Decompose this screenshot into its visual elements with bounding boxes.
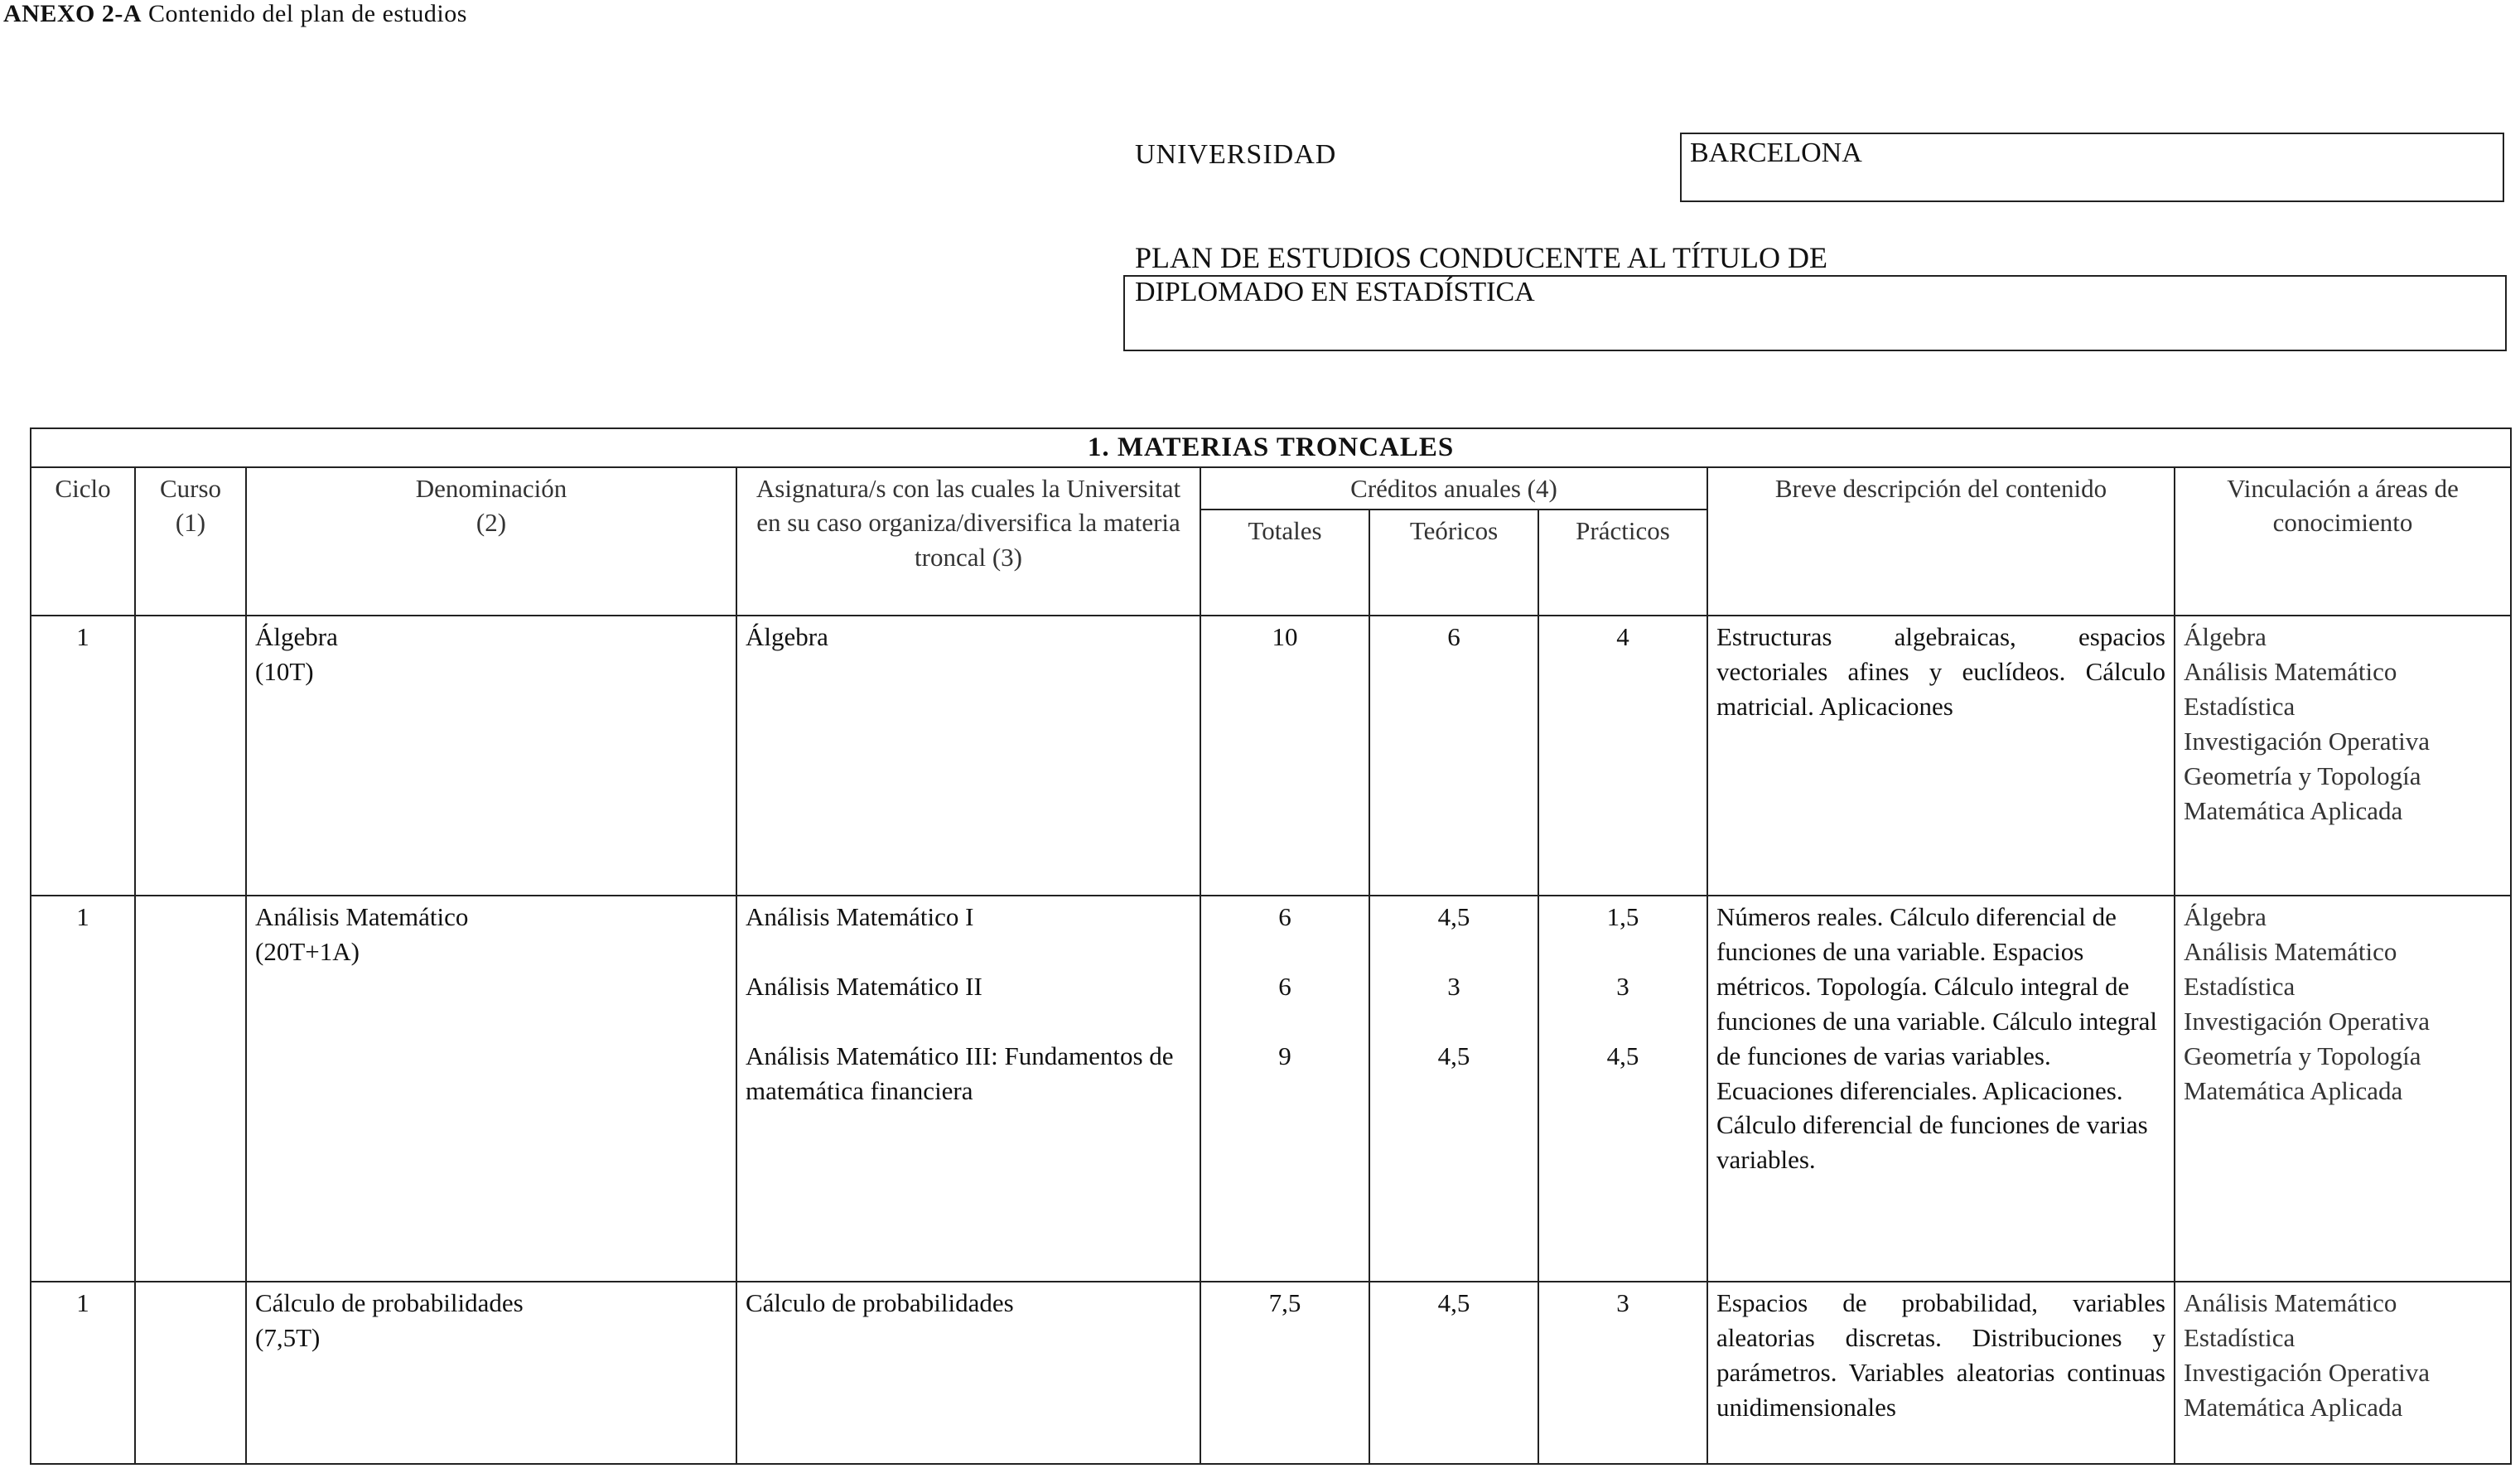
- row-areas: [2175, 896, 2511, 1282]
- area-item: Geometría y Topología: [2184, 761, 2421, 790]
- plan-label: PLAN DE ESTUDIOS CONDUCENTE AL TÍTULO DE: [1135, 241, 1827, 274]
- header-ciclo: Ciclo: [31, 467, 135, 616]
- row-spacer: [746, 935, 1191, 969]
- credit-teoricos: 4,5: [1437, 1288, 1470, 1318]
- row-denominacion: [246, 1282, 736, 1464]
- area-item: Estadística: [2184, 1323, 2296, 1353]
- subjects-table: [30, 427, 2512, 1465]
- credit-teoricos: 4,5: [1437, 902, 1470, 932]
- area-item: Matemática Aplicada: [2184, 1075, 2403, 1105]
- credit-teoricos: 6: [1447, 622, 1460, 652]
- credit-practicos: 4,5: [1606, 1041, 1639, 1071]
- area-item: Matemática Aplicada: [2184, 1392, 2403, 1422]
- row-practicos: [1538, 1282, 1707, 1464]
- credit-totales: 6: [1278, 902, 1291, 932]
- header-curso-note: (1): [175, 508, 206, 538]
- annex-number: ANEXO 2-A: [3, 0, 142, 27]
- plan-title-field: DIPLOMADO EN ESTADÍSTICA: [1123, 275, 2507, 351]
- table-row: [31, 1282, 2511, 1464]
- credit-practicos: 1,5: [1606, 902, 1639, 932]
- asignatura-name: Análisis Matemático II: [746, 972, 982, 1002]
- area-item: Análisis Matemático: [2184, 657, 2397, 687]
- area-item: Matemática Aplicada: [2184, 795, 2403, 825]
- header-denominacion-note: (2): [476, 508, 507, 538]
- row-denominacion: [246, 616, 736, 896]
- asignatura-name: Cálculo de probabilidades: [746, 1288, 1014, 1318]
- row-practicos: [1538, 896, 1707, 1282]
- annex-subtitle: Contenido del plan de estudios: [148, 0, 467, 27]
- row-teoricos: [1369, 616, 1538, 896]
- header-totales: Totales: [1200, 510, 1369, 616]
- table-row: [31, 616, 2511, 896]
- area-item: Análisis Matemático: [2184, 937, 2397, 967]
- area-item: Análisis Matemático: [2184, 1288, 2397, 1318]
- credit-teoricos: 3: [1447, 972, 1460, 1002]
- row-ciclo: 1: [31, 616, 135, 896]
- row-teoricos: [1369, 1282, 1538, 1464]
- row-areas: [2175, 616, 2511, 896]
- area-item: Investigación Operativa: [2184, 1006, 2430, 1036]
- asignatura-name: Análisis Matemático III: Fundamentos de matemática financiera: [746, 1041, 1174, 1105]
- row-curso: [135, 896, 246, 1282]
- credit-practicos: 3: [1616, 1288, 1629, 1318]
- row-spacer: [1547, 935, 1698, 969]
- asignatura-name: Análisis Matemático I: [746, 902, 974, 932]
- denominacion-credits: (10T): [255, 657, 314, 687]
- area-item: Álgebra: [2184, 622, 2267, 652]
- header-curso: [135, 467, 246, 616]
- annex-title: [3, 0, 467, 28]
- credit-teoricos: 4,5: [1437, 1041, 1470, 1071]
- header-descripcion: Breve descripción del contenido: [1707, 467, 2175, 616]
- header-practicos: Prácticos: [1538, 510, 1707, 616]
- row-denominacion: [246, 896, 736, 1282]
- row-totales: [1200, 896, 1369, 1282]
- university-field: BARCELONA: [1680, 133, 2504, 202]
- area-item: Investigación Operativa: [2184, 726, 2430, 756]
- row-asignaturas: [736, 896, 1200, 1282]
- header-creditos: Créditos anuales (4): [1200, 467, 1707, 510]
- header-denominacion-label: Denominación: [415, 473, 567, 503]
- row-asignaturas: [736, 616, 1200, 896]
- table-caption: 1. MATERIAS TRONCALES: [31, 428, 2511, 467]
- row-descripcion: Espacios de probabilidad, variables aleatorias discretas. Distribuciones y parámetros. Variables aleatorias continuas unidimensionales: [1707, 1282, 2175, 1464]
- row-descripcion: Números reales. Cálculo diferencial de funciones de una variable. Espacios métricos. Topología. Cálculo integral de funciones de una variable. Cálculo integral de funciones de varias variables. Ecuaciones diferenciales. Aplicaciones. Cálculo diferencial de funciones de varias variables.: [1707, 896, 2175, 1282]
- header-asignaturas: Asignatura/s con las cuales la Universitat en su caso organiza/diversifica la materia troncal (3): [736, 467, 1200, 616]
- row-totales: [1200, 616, 1369, 896]
- area-item: Geometría y Topología: [2184, 1041, 2421, 1070]
- area-item: Investigación Operativa: [2184, 1358, 2430, 1388]
- row-curso: [135, 616, 246, 896]
- header-curso-label: Curso: [159, 473, 222, 503]
- row-areas: [2175, 1282, 2511, 1464]
- credit-totales: 9: [1278, 1041, 1291, 1071]
- row-totales: [1200, 1282, 1369, 1464]
- credit-totales: 7,5: [1268, 1288, 1301, 1318]
- subjects-table-wrapper: [30, 427, 2510, 1458]
- denominacion-name: Análisis Matemático: [255, 902, 469, 932]
- row-curso: [135, 1282, 246, 1464]
- denominacion-credits: (7,5T): [255, 1323, 321, 1353]
- credit-practicos: 4: [1616, 622, 1629, 652]
- denominacion-name: Cálculo de probabilidades: [255, 1288, 524, 1318]
- university-label: UNIVERSIDAD: [1135, 139, 1337, 170]
- row-ciclo: 1: [31, 1282, 135, 1464]
- row-ciclo: 1: [31, 896, 135, 1282]
- row-practicos: [1538, 616, 1707, 896]
- credit-totales: 10: [1272, 622, 1298, 652]
- area-item: Estadística: [2184, 972, 2296, 1002]
- denominacion-credits: (20T+1A): [255, 937, 360, 967]
- asignatura-name: Álgebra: [746, 622, 828, 652]
- denominacion-name: Álgebra: [255, 622, 338, 652]
- area-item: Álgebra: [2184, 902, 2267, 932]
- area-item: Estadística: [2184, 692, 2296, 722]
- row-spacer: [1209, 1004, 1360, 1039]
- header-denominacion: [246, 467, 736, 616]
- table-row: [31, 896, 2511, 1282]
- row-asignaturas: [736, 1282, 1200, 1464]
- row-spacer: [1547, 1004, 1698, 1039]
- row-descripcion: Estructuras algebraicas, espacios vectoriales afines y euclídeos. Cálculo matricial. Aplicaciones: [1707, 616, 2175, 896]
- row-spacer: [746, 1004, 1191, 1039]
- header-teoricos: Teóricos: [1369, 510, 1538, 616]
- row-spacer: [1378, 935, 1529, 969]
- row-teoricos: [1369, 896, 1538, 1282]
- header-vinculacion: Vinculación a áreas de conocimiento: [2175, 467, 2511, 616]
- row-spacer: [1378, 1004, 1529, 1039]
- row-spacer: [1209, 935, 1360, 969]
- credit-practicos: 3: [1616, 972, 1629, 1002]
- credit-totales: 6: [1278, 972, 1291, 1002]
